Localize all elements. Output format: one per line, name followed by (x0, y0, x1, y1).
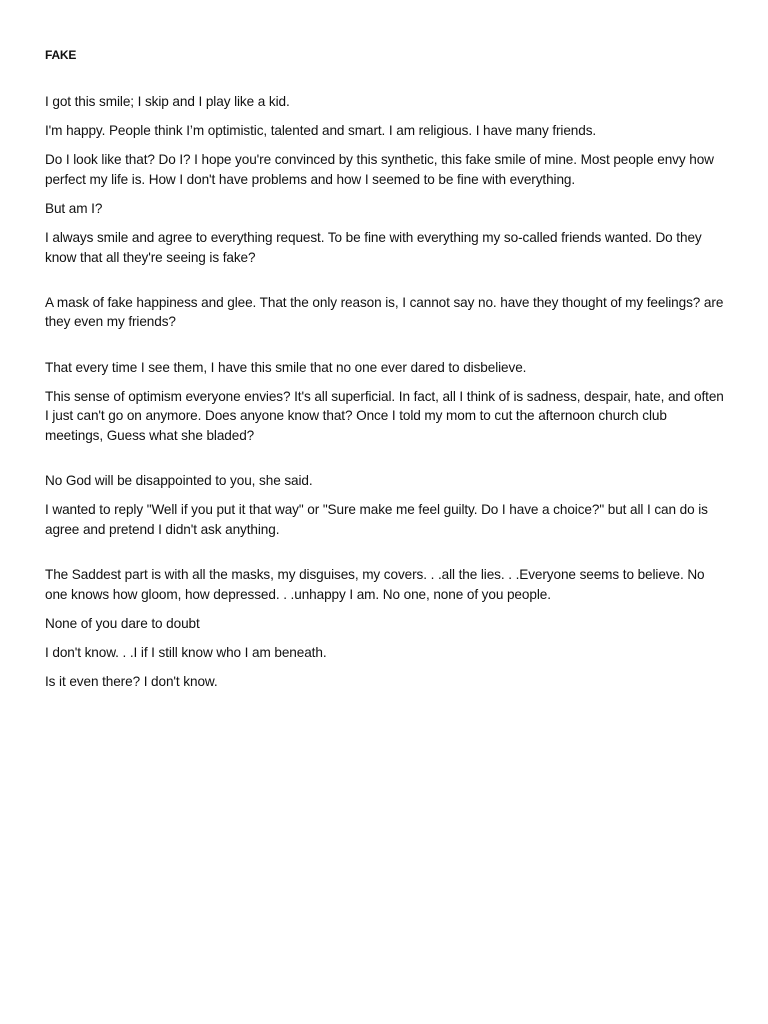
paragraph: This sense of optimism everyone envies? It's all superficial. In fact, all I think of is sadness, despair, hate, and often I just can't go on anymore. Does anyone know that? Once I told my mom to cut the afternoon church club meetings, Guess what she bladed? (45, 389, 724, 443)
paragraph: I don't know. . .I if I still know who I am beneath. (45, 645, 327, 661)
paragraph: I wanted to reply "Well if you put it that way" or "Sure make me feel guilty. Do I have a choice?" but all I can do is agree and pretend I didn't ask anything. (45, 502, 708, 537)
paragraph: That every time I see them, I have this smile that no one ever dared to disbelieve. (45, 359, 527, 375)
paragraph: None of you dare to doubt (45, 615, 200, 631)
paragraph: I got this smile; I skip and I play like a kid. (45, 94, 290, 109)
paragraph: The Saddest part is with all the masks, my disguises, my covers. . .all the lies. . .Everyone seems to believe. No one knows how gloom, how depressed. . .unhappy I am. No one, none of you people. (45, 567, 705, 602)
document-page (45, 46, 725, 702)
paragraph: But am I? (45, 201, 103, 217)
document-body (45, 92, 725, 692)
paragraph: I always smile and agree to everything request. To be fine with everything my so-called friends wanted. Do they know that all they're seeing is fake? (45, 230, 702, 265)
document-title: FAKE (45, 48, 77, 62)
paragraph: I'm happy. People think I’m optimistic, talented and smart. I am religious. I have many friends. (45, 123, 597, 139)
paragraph: Is it even there? I don't know. (45, 674, 218, 690)
paragraph: Do I look like that? Do I? I hope you're convinced by this synthetic, this fake smile of mine. Most people envy how perfect my life is. How I don't have problems and how I seemed to be fine with everything. (45, 152, 714, 187)
paragraph: No God will be disappointed to you, she said. (45, 473, 313, 489)
paragraph: A mask of fake happiness and glee. That the only reason is, I cannot say no. have they thought of my feelings? are they even my friends? (45, 295, 724, 330)
